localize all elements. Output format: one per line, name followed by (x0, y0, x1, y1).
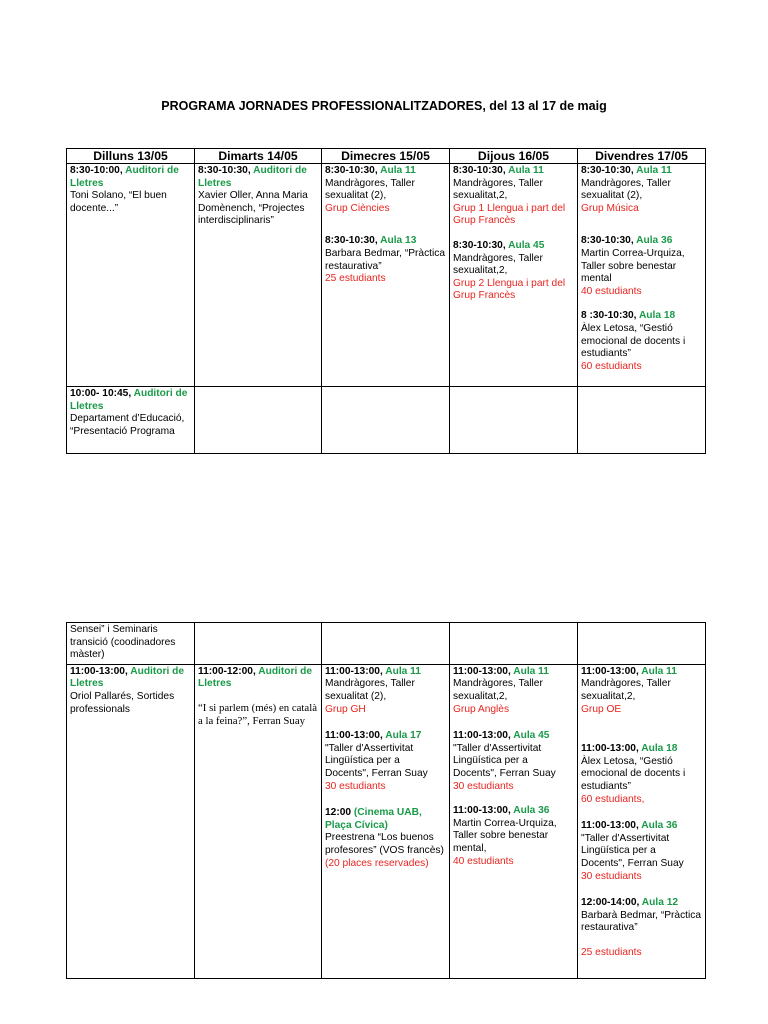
session-room: Aula 11 (641, 665, 677, 677)
session-desc: “I si parlem (més) en català a la feina?”, Ferran Suay (198, 701, 318, 727)
session-time: 12:00 (325, 807, 354, 819)
session (453, 666, 574, 716)
session-desc: Mandràgores, Taller sexualitat,2, (453, 177, 543, 202)
session-room: Aula 11 (636, 165, 672, 176)
session-time: 11:00-13:00, (581, 820, 642, 832)
session-desc: Oriol Pallarés, Sortides professionals (70, 690, 175, 715)
session-time: 11:00-13:00, (325, 730, 386, 742)
session-time: 11:00-13:00, (453, 730, 514, 742)
session-desc: Mandràgores, Taller sexualitat,2, (453, 252, 543, 277)
header-thursday: Dijous 16/05 (450, 149, 578, 164)
header-tuesday: Dimarts 14/05 (195, 149, 322, 164)
session-desc: Barbara Bedmar, “Pràctica restaurativa” (325, 247, 446, 272)
session-room: Aula 11 (508, 165, 544, 176)
session-group: 25 estudiants (325, 273, 386, 285)
session-group: Grup GH (325, 703, 366, 715)
session-room: Aula 12 (641, 897, 679, 909)
cell-thursday (450, 387, 578, 454)
session-time: 11:00-13:00, (581, 743, 642, 755)
session-group: 25 estudiants (581, 946, 642, 958)
session-group: 30 estudiants (325, 780, 386, 792)
session-room: Aula 18 (638, 310, 676, 322)
session (581, 235, 702, 298)
session-time: 8:30-10:30, (198, 165, 254, 176)
session-time: 8:30-10:30, (581, 235, 637, 247)
cell-wednesday (322, 623, 450, 665)
header-monday: Dilluns 13/05 (67, 149, 195, 164)
session (581, 743, 702, 806)
session-time: 11:00-13:00, (70, 665, 131, 677)
session-room: Auditori de Lletres (70, 165, 179, 189)
session-desc-text: Preestrena “Los buenos profesores” (VOS francès) (325, 832, 444, 856)
session (325, 730, 446, 793)
cell-wednesday (322, 387, 450, 454)
session-room: Auditori de Lletres (70, 388, 188, 412)
session (581, 310, 702, 373)
cell-monday (67, 164, 195, 387)
session-group: 40 estudiants (453, 855, 514, 867)
cell-friday (578, 664, 706, 978)
session-room: Aula 11 (513, 665, 549, 677)
schedule-table-1 (66, 148, 706, 454)
session-time: 8:30-10:30, (453, 165, 509, 176)
session-room: Aula 36 (513, 805, 550, 817)
session-room: Aula 11 (380, 165, 416, 176)
cell-thursday (450, 164, 578, 387)
session-desc: Mandràgores, Taller sexualitat (2), (325, 678, 415, 702)
session-room: Aula 17 (385, 730, 422, 742)
session (581, 666, 702, 716)
session-room: Aula 11 (385, 665, 421, 677)
cell-friday (578, 164, 706, 387)
cell-friday (578, 387, 706, 454)
session-room: Aula 45 (508, 239, 545, 251)
session-desc: "Taller d'Assertivitat Lingüística per a Docents", Ferran Suay (581, 832, 684, 869)
session-desc: Mandràgores, Taller sexualitat,2, (453, 678, 543, 702)
session-desc: Mandràgores, Taller sexualitat,2, (581, 678, 671, 702)
session-time: 8:30-10:30, (325, 235, 381, 247)
cell-monday (67, 664, 195, 978)
session-room: Aula 18 (641, 743, 678, 755)
session-time: 12:00-14:00, (581, 897, 642, 909)
title-rest: , del 13 al 17 de maig (482, 99, 607, 113)
session-desc: Àlex Letosa, “Gestió emocional de docents i estudiants” (581, 322, 686, 360)
session-desc: "Taller d'Assertivitat Lingüística per a Docents", Ferran Suay (453, 742, 556, 779)
session (325, 807, 446, 870)
session-room: Aula 36 (636, 235, 673, 247)
session-group: 60 estudiants, (581, 793, 645, 805)
session-desc: Mandràgores, Taller sexualitat (2), (581, 177, 671, 202)
session-desc: Barbarà Bedmar, “Pràctica restaurativa” (581, 909, 702, 934)
session-group: (20 places reservades) (325, 857, 429, 869)
session (453, 805, 574, 868)
session-time: 11:00-13:00, (453, 805, 514, 817)
cell-monday: Sensei” i Seminaris transició (coodinadores màster) (67, 623, 195, 665)
session (325, 165, 446, 215)
schedule-row (67, 664, 706, 978)
cell-monday (67, 387, 195, 454)
schedule-table-2 (66, 622, 706, 979)
cell-tuesday (195, 164, 322, 387)
session-desc: Departament d’Educació, “Presentació Programa (70, 413, 185, 437)
session-room: Aula 36 (641, 820, 678, 832)
session-group: Grup Anglès (453, 703, 510, 715)
session-time: 11:00-13:00, (581, 665, 642, 677)
schedule-row (67, 623, 706, 665)
cell-wednesday (322, 164, 450, 387)
cell-tuesday (195, 387, 322, 454)
session-time: 11:00-12:00, (198, 665, 259, 677)
session-desc (325, 832, 446, 870)
session-desc: Xavier Oller, Anna Maria Domènench, “Projectes interdisciplinaris” (198, 190, 308, 227)
session-time: 8:30-10:00, (70, 165, 126, 176)
session-group: Grup Ciències (325, 202, 390, 214)
session-room: Auditori de Lletres (198, 165, 307, 189)
session-time: 8:30-10:30, (453, 239, 509, 251)
cell-thursday (450, 664, 578, 978)
session-group: 30 estudiants (453, 780, 514, 792)
session-group: Grup OE (581, 703, 622, 715)
session-room: Auditori de Lletres (198, 665, 312, 690)
session-desc: Mandràgores, Taller sexualitat (2), (325, 177, 415, 202)
session-group: 40 estudiants (581, 285, 642, 297)
cell-tuesday (195, 623, 322, 665)
session (325, 235, 446, 285)
session-time: 8:30-10:30, (325, 165, 381, 176)
title-bold: PROGRAMA JORNADES PROFESSIONALITZADORES (161, 99, 483, 113)
session-group: 30 estudiants (581, 870, 642, 882)
session-group: Grup 2 Llengua i part del Grup Francès (453, 277, 566, 302)
session (453, 730, 574, 793)
session (581, 897, 702, 959)
session (453, 165, 574, 228)
session-desc: "Taller d'Assertivitat Lingüística per a Docents", Ferran Suay (325, 742, 428, 779)
session-room: Aula 45 (513, 730, 550, 742)
session-room: Auditori de Lletres (70, 665, 184, 690)
cell-wednesday (322, 664, 450, 978)
session-room: (Cinema UAB, Plaça Cívica) (325, 807, 422, 831)
session-time: 10:00- 10:45, (70, 388, 134, 399)
session-desc: Martin Correa-Urquiza, Taller sobre benestar mental (581, 247, 685, 285)
session-time: 8:30-10:30, (581, 165, 637, 176)
session-time: 11:00-13:00, (325, 665, 386, 677)
session-desc: Martin Correa-Urquiza, Taller sobre benestar mental, (453, 817, 557, 854)
schedule-row (67, 387, 706, 454)
session-time: 8 :30-10:30, (581, 310, 639, 322)
session-group: Grup Música (581, 202, 639, 214)
session-room: Aula 13 (380, 235, 417, 247)
session (581, 165, 702, 215)
session-desc: Àlex Letosa, “Gestió emocional de docents i estudiants” (581, 755, 686, 792)
session-desc: Toni Solano, “El buen docente...” (70, 190, 167, 214)
session (453, 240, 574, 303)
page-title (0, 99, 768, 113)
header-friday: Divendres 17/05 (578, 149, 706, 164)
session-group: Grup 1 Llengua i part del Grup Francès (453, 202, 566, 227)
header-wednesday: Dimecres 15/05 (322, 149, 450, 164)
session (325, 666, 446, 716)
cell-tuesday (195, 664, 322, 978)
session (581, 820, 702, 883)
schedule-row (67, 164, 706, 387)
cell-friday (578, 623, 706, 665)
cell-thursday (450, 623, 578, 665)
session-time: 11:00-13:00, (453, 665, 514, 677)
session-group: 60 estudiants (581, 360, 642, 372)
header-row (67, 149, 706, 164)
